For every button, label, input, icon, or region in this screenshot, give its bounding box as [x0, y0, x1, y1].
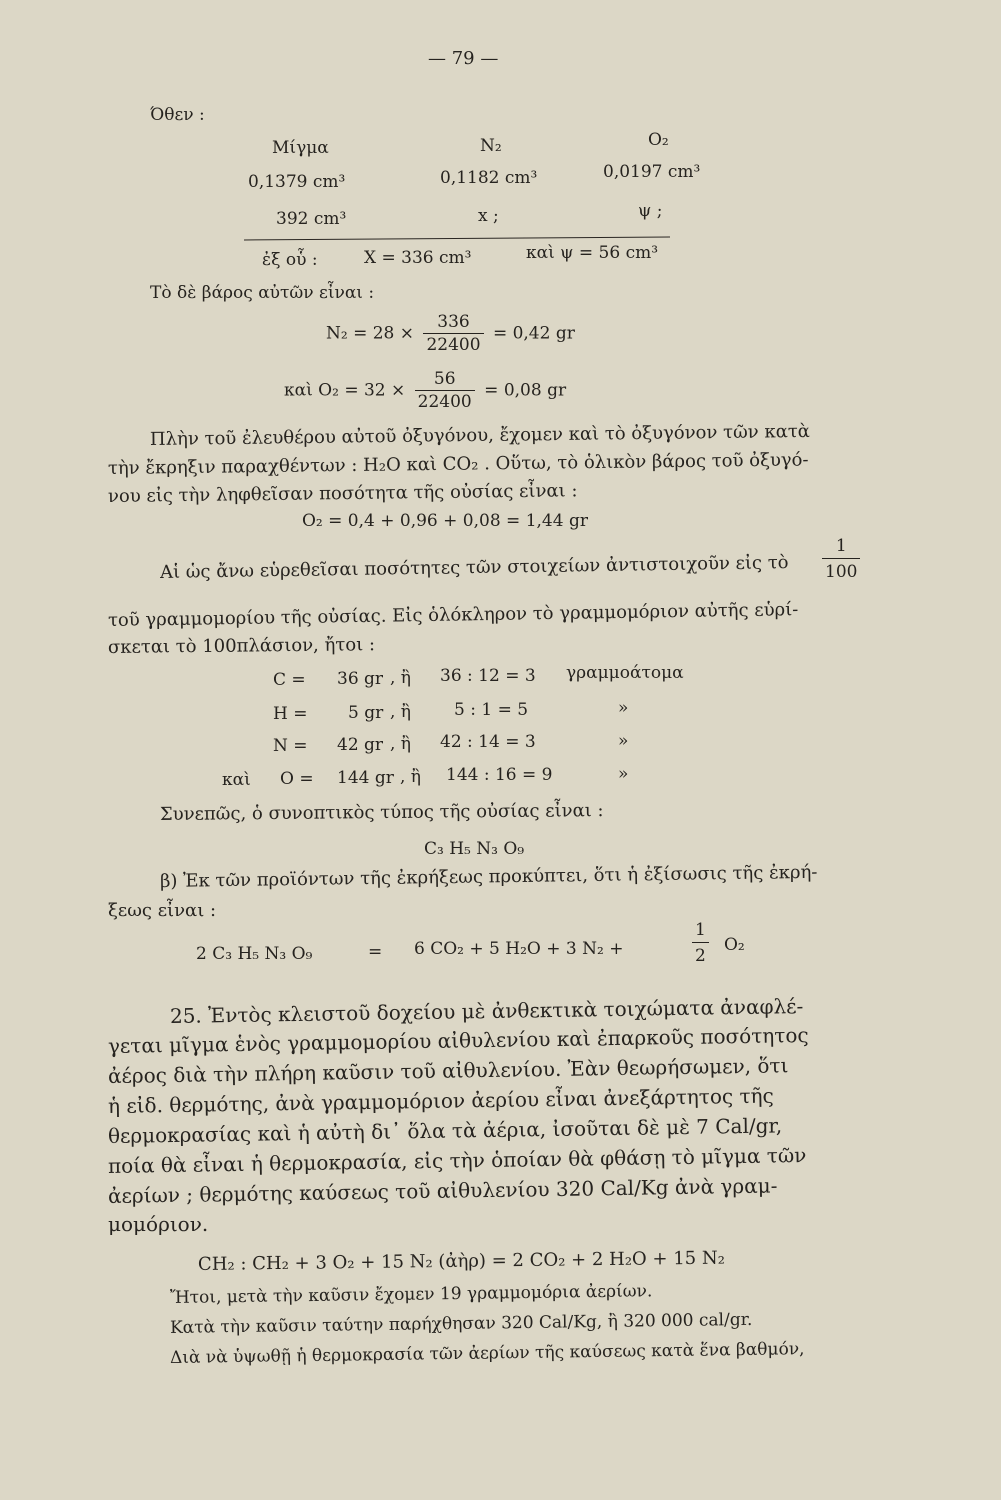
fraction-denominator: 22400 — [426, 335, 481, 355]
element-mass: 144 gr — [337, 768, 394, 788]
table-header-mixture: Μίγμα — [272, 138, 329, 158]
problem-line: μομόριον. — [108, 1212, 209, 1236]
element-unit: γραμμοάτομα — [566, 663, 684, 683]
eq-n2-fraction — [423, 314, 483, 354]
paragraph-line: Πλὴν τοῦ ἐλευθέρου αὐτοῦ ὀξυγόνου, ἔχομεν καὶ τὸ ὀξυγόνον τῶν κατὰ — [149, 420, 811, 450]
table-header-o2: O₂ — [648, 130, 669, 150]
eq-o2-fraction — [415, 371, 475, 411]
summary-formula: C₃ H₅ N₃ O₉ — [424, 839, 525, 859]
fraction-numerator: 56 — [415, 371, 475, 391]
eq-n2-lhs: N₂ = 28 × — [326, 323, 415, 344]
fraction-denominator: 2 — [695, 946, 706, 966]
element-mass: 5 gr — [348, 703, 384, 723]
paragraph-line: ξεως εἶναι : — [108, 900, 217, 921]
problem-line: 25. Ἐντὸς κλειστοῦ δοχείου μὲ ἀνθεκτικὰ τοιχώματα ἀναφλέ- — [169, 994, 804, 1028]
table-cell: 0,1182 cm³ — [440, 168, 538, 188]
explosion-eq-rhs: 6 CO₂ + 5 H₂O + 3 N₂ + — [414, 939, 624, 959]
eq-o2-rhs: = 0,08 gr — [484, 380, 567, 401]
eq-o2 — [284, 371, 566, 411]
element-unit: » — [618, 731, 629, 751]
problem-line: ἡ εἰδ. θερμότης, ἀνὰ γραμμομόριον ἀερίου εἶναι ἀνεξάρτητος τῆς — [107, 1083, 774, 1118]
final-line: Διὰ νὰ ὑψωθῇ ἡ θερμοκρασία τῶν ἀερίων τῆς καύσεως κατὰ ἕνα βαθμόν, — [169, 1339, 805, 1368]
weight-intro: Τὸ δὲ βάρος αὐτῶν εἶναι : — [150, 283, 375, 303]
element-prefix: καὶ — [222, 770, 251, 790]
element-unit: » — [618, 764, 629, 784]
explosion-eq-lhs: 2 C₃ H₅ N₃ O₉ — [196, 944, 313, 964]
page-number: — 79 — — [428, 48, 499, 69]
result-lead: ἐξ οὗ : — [262, 250, 318, 270]
element-or: , ἢ — [390, 734, 411, 754]
table-cell: x ; — [478, 206, 499, 226]
fraction-denominator: 22400 — [417, 392, 472, 412]
result-x-value: X = 336 cm³ — [364, 248, 472, 268]
problem-line: ποία θὰ εἶναι ἡ θερμοκρασία, εἰς τὴν ὁποίαν θὰ φθάσῃ τὸ μῖγμα τῶν — [107, 1143, 807, 1178]
eq-n2 — [326, 314, 575, 354]
table-cell: ψ ; — [638, 201, 663, 221]
table-header-n2: N₂ — [480, 136, 502, 156]
eq-n2-rhs: = 0,42 gr — [492, 323, 575, 344]
explosion-eq-o2: O₂ — [724, 935, 745, 955]
final-line: Κατὰ τὴν καῦσιν ταύτην παρήχθησαν 320 Cal/Kg, ἢ 320 000 cal/gr. — [169, 1309, 753, 1338]
problem-line: γεται μῖγμα ἑνὸς γραμμομορίου αἰθυλενίου καὶ ἐπαρκοῦς ποσότητος — [107, 1022, 809, 1058]
hundredth-fraction — [822, 536, 860, 582]
problem-line: ἀερίων ; θερμότης καύσεως τοῦ αἰθυλενίου 320 Cal/Kg ἀνὰ γραμ- — [107, 1173, 778, 1208]
element-or: , ἢ — [390, 702, 411, 722]
fraction-numerator: 1 — [692, 920, 709, 943]
problem-line: ἀέρος διὰ τὴν πλήρη καῦσιν τοῦ αἰθυλενίου. Ἐὰν θεωρήσωμεν, ὅτι — [107, 1053, 789, 1088]
element-unit: » — [618, 698, 629, 718]
eq-o2-total: O₂ = 0,4 + 0,96 + 0,08 = 1,44 gr — [302, 511, 588, 531]
fraction-numerator: 336 — [423, 314, 483, 334]
table-cell: 0,0197 cm³ — [603, 162, 701, 182]
element-mass: 42 gr — [337, 735, 384, 755]
element-calc: 5 : 1 = 5 — [454, 700, 529, 720]
table-divider — [244, 237, 670, 241]
formula-intro: Συνεπῶς, ὁ συνοπτικὸς τύπος τῆς οὐσίας εἶναι : — [159, 800, 604, 825]
element-calc: 144 : 16 = 9 — [446, 765, 553, 785]
fraction-denominator: 100 — [825, 562, 858, 582]
combustion-equation: CH₂ : CH₂ + 3 O₂ + 15 N₂ (ἀὴρ) = 2 CO₂ + 2 H₂O + 15 N₂ — [197, 1247, 725, 1275]
paragraph-line: τοῦ γραμμομορίου τῆς οὐσίας. Εἰς ὁλόκληρον τὸ γραμμομόριον αὐτῆς εὑρί- — [107, 599, 799, 631]
element-calc: 36 : 12 = 3 — [440, 666, 536, 686]
paragraph-line: Αἱ ὡς ἄνω εὑρεθεῖσαι ποσότητες τῶν στοιχείων ἀντιστοιχοῦν εἰς τὸ — [159, 552, 789, 583]
final-line: Ἤτοι, μετὰ τὴν καῦσιν ἔχομεν 19 γραμμομόρια ἀερίων. — [169, 1281, 653, 1308]
paragraph-line: νου εἰς τὴν ληφθεῖσαν ποσότητα τῆς οὐσίας εἶναι : — [107, 480, 578, 507]
result-psi-value: καὶ ψ = 56 cm³ — [526, 243, 659, 263]
paragraph-line: τὴν ἔκρηξιν παραχθέντων : H₂O καὶ CO₂ . Οὕτω, τὸ ὁλικὸν βάρος τοῦ ὀξυγό- — [107, 449, 809, 479]
explosion-eq-sign: = — [368, 942, 383, 962]
paragraph-line: β) Ἐκ τῶν προϊόντων τῆς ἐκρήξεως προκύπτει, ὅτι ἡ ἐξίσωσις τῆς ἐκρή- — [159, 861, 818, 892]
problem-line: θερμοκρασίας καὶ ἡ αὐτὴ δι᾽ ὅλα τὰ ἀέρια, ἰσοῦται δὲ μὲ 7 Cal/gr, — [107, 1113, 783, 1148]
element-mass: 36 gr — [337, 669, 384, 689]
paragraph-line: σκεται τὸ 100πλάσιον, ἤτοι : — [107, 634, 376, 658]
table-cell: 392 cm³ — [276, 209, 347, 229]
element-symbol: O = — [280, 769, 314, 789]
othen-label: Όθεν : — [150, 105, 205, 125]
element-symbol: N = — [273, 736, 308, 756]
table-cell: 0,1379 cm³ — [248, 172, 346, 192]
fraction-numerator: 1 — [822, 536, 860, 559]
element-or: , ἢ — [390, 668, 411, 688]
element-calc: 42 : 14 = 3 — [440, 732, 536, 752]
element-symbol: H = — [273, 704, 308, 724]
half-fraction — [692, 920, 709, 966]
eq-o2-lhs: καὶ O₂ = 32 × — [284, 380, 406, 401]
element-symbol: C = — [273, 670, 306, 690]
element-or: , ἢ — [400, 767, 421, 787]
